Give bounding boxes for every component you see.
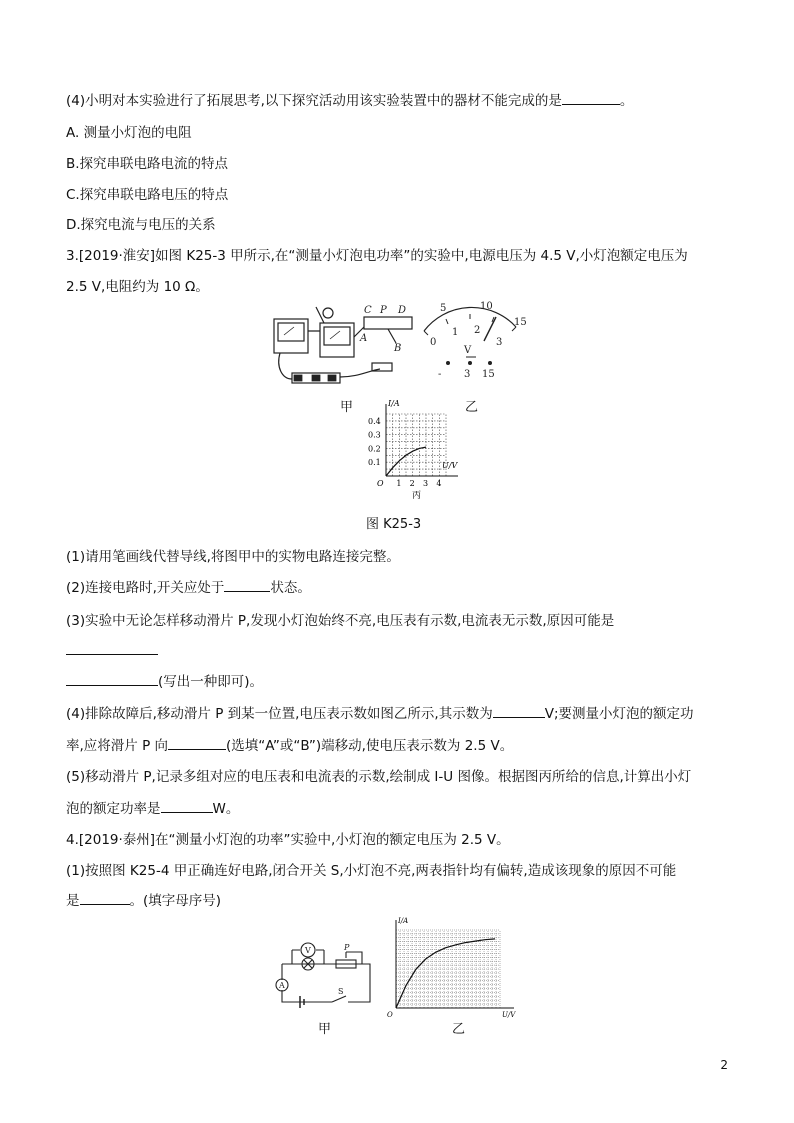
answer-blank[interactable] [493, 703, 545, 718]
fig-label-jia: 甲 [340, 400, 354, 415]
q3-sub4-cont: 率,应将滑片 P 向 (选填“A”或“B”)端移动,使电压表示数为 2.5 V。 [66, 734, 513, 754]
option-c: C.探究串联电路电压的特点 [66, 187, 229, 203]
x-tick-label: 2 [409, 479, 415, 488]
answer-blank[interactable] [66, 671, 158, 686]
rheostat-icon [364, 317, 412, 329]
y-axis-label: I/A [398, 917, 409, 925]
circuit-diagram-jia [270, 940, 380, 1020]
terminal-label: - [438, 369, 442, 380]
q3-sub1: (1)请用笔画线代替导线,将图甲中的实物电路连接完整。 [66, 549, 400, 565]
x-tick-label: 4 [436, 479, 442, 488]
answer-blank[interactable] [80, 890, 130, 905]
q4-stem: 4.[2019·泰州]在“测量小灯泡的功率”实验中,小灯泡的额定电压为 2.5 V。 [66, 832, 510, 848]
svg-text:A: A [360, 333, 368, 344]
x-axis-label: U/V [442, 461, 458, 470]
scale-top-label: 15 [514, 317, 527, 328]
scale-bottom-label: 0 [430, 337, 437, 348]
q3-sub3-blank-line [66, 640, 158, 659]
option-a: A. 测量小灯泡的电阻 [66, 125, 192, 141]
figure-caption: 图 K25-3 [366, 517, 422, 532]
switch-icon [332, 996, 346, 1002]
svg-text:P: P [344, 943, 350, 952]
iu-chart-bing [360, 398, 470, 506]
q3-sub3-cont: (写出一种即可)。 [66, 670, 263, 690]
terminal-label: 15 [482, 369, 495, 380]
voltmeter-icon [320, 323, 354, 357]
y-tick-label: 0.1 [368, 458, 381, 468]
origin-label: O [377, 479, 384, 488]
q3-stem-line2: 2.5 V,电阻约为 10 Ω。 [66, 279, 209, 295]
scale-bottom-label: 1 [452, 327, 459, 338]
needle-icon [484, 317, 496, 341]
y-axis-label: I/A [388, 399, 400, 408]
ammeter-icon [274, 319, 308, 353]
answer-blank[interactable] [66, 640, 158, 655]
option-d: D.探究电流与电压的关系 [66, 217, 216, 233]
terminal-label: 3 [464, 369, 471, 380]
answer-blank[interactable] [562, 90, 620, 105]
svg-text:A: A [279, 981, 285, 990]
fig-label-yi: 乙 [465, 400, 479, 415]
q4-sub1: (1)按照图 K25-4 甲正确连好电路,闭合开关 S,小灯泡不亮,两表指针均有偏转,造成该现象的原因不可能 [66, 863, 677, 879]
svg-text:D: D [398, 305, 407, 316]
q3-sub5-cont: 泡的额定功率是 W。 [66, 797, 239, 817]
svg-text:S: S [338, 987, 344, 996]
answer-blank[interactable] [161, 798, 213, 813]
page-number: 2 [720, 1058, 728, 1072]
y-tick-label: 0.2 [368, 444, 381, 454]
svg-text:V: V [305, 946, 311, 955]
scale-top-label: 10 [480, 301, 493, 312]
q3-sub5: (5)移动滑片 P,记录多组对应的电压表和电流表的示数,绘制成 I-U 图像。根据图丙所给的信息,计算出小灯 [66, 769, 692, 785]
q3-sub3: (3)实验中无论怎样移动滑片 P,发现小灯泡始终不亮,电压表有示数,电流表无示数,原因可能是 [66, 613, 615, 629]
q2-item4: (4)小明对本实验进行了拓展思考,以下探究活动用该实验装置中的器材不能完成的是 。 [66, 89, 633, 109]
svg-text:C: C [364, 305, 372, 316]
answer-blank[interactable] [224, 577, 270, 592]
q3-sub2: (2)连接电路时,开关应处于 状态。 [66, 576, 311, 596]
origin-label: O [387, 1011, 393, 1019]
y-tick-label: 0.3 [368, 430, 381, 440]
x-axis-label: U/V [502, 1011, 516, 1019]
scale-top-label: 5 [440, 303, 447, 314]
option-b: B.探究串联电路电流的特点 [66, 156, 229, 172]
y-tick-label: 0.4 [368, 416, 381, 426]
iu-chart-yi [384, 916, 524, 1020]
scale-bottom-label: 2 [474, 325, 481, 336]
answer-blank[interactable] [168, 735, 226, 750]
x-tick-label: 1 [396, 479, 402, 488]
chart-title: 丙 [412, 491, 422, 501]
bulb-icon [323, 308, 333, 318]
scale-bottom-label: 3 [496, 337, 503, 348]
q3-stem-line1: 3.[2019·淮安]如图 K25-3 甲所示,在“测量小灯泡电功率”的实验中,电源电压为 4.5 V,小灯泡额定电压为 [66, 248, 688, 264]
circuit-figure-jia [268, 297, 418, 389]
svg-text:P: P [380, 305, 387, 316]
svg-text:B: B [394, 343, 402, 354]
fig4-label-jia: 甲 [318, 1022, 332, 1037]
q3-sub4: (4)排除故障后,移动滑片 P 到某一位置,电压表示数如图乙所示,其示数为 V;要测量小灯泡的额定功 [66, 702, 694, 722]
x-tick-label: 3 [423, 479, 429, 488]
voltmeter-dial [410, 297, 530, 389]
fig4-label-yi: 乙 [452, 1022, 466, 1037]
q4-sub1-cont: 是 。(填字母序号) [66, 889, 221, 909]
unit-label: V [464, 345, 472, 356]
